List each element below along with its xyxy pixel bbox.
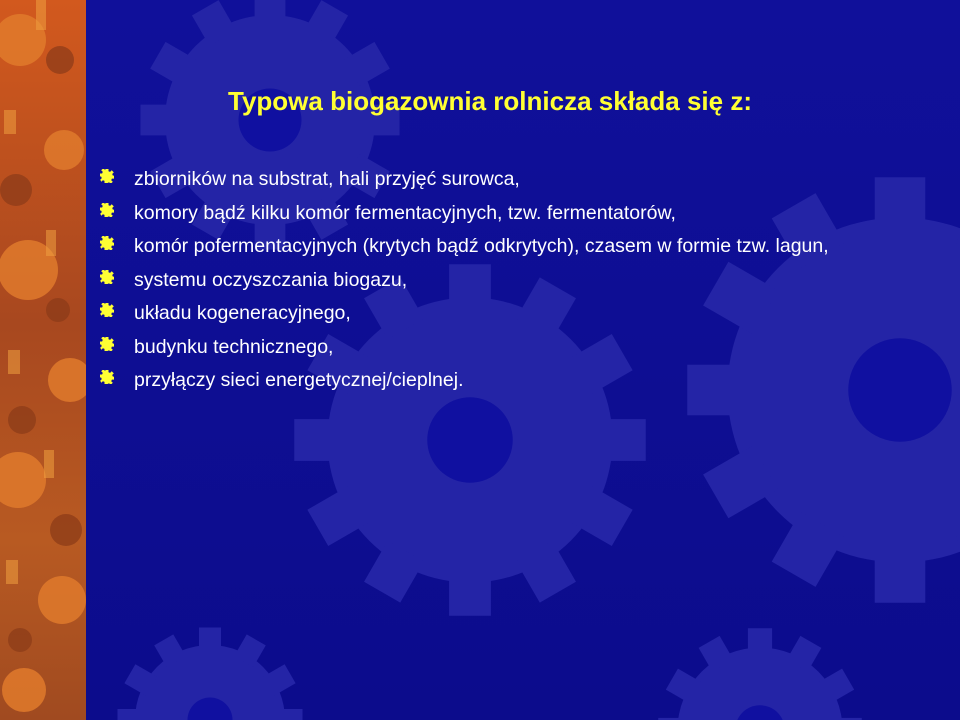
bullet-text: komór pofermentacyjnych (krytych bądź odkrytych), czasem w formie tzw. lagun,: [134, 235, 829, 257]
bullet-text: systemu oczyszczania biogazu,: [134, 268, 408, 291]
gear-bullet-icon: [100, 236, 114, 250]
list-item: [100, 298, 900, 328]
gear-icon: [118, 628, 303, 720]
list-item: [100, 231, 900, 261]
strip-gears: [0, 0, 86, 720]
slide-title: Typowa biogazownia rolnicza składa się z:: [228, 86, 752, 116]
gear-bullet-icon: [100, 303, 114, 317]
list-item: [100, 198, 900, 228]
list-item: [100, 332, 900, 362]
left-decorative-strip: [0, 0, 86, 720]
bullet-list: [100, 164, 900, 399]
gear-bullet-icon: [100, 270, 114, 284]
list-item: [100, 164, 900, 194]
gear-bullet-icon: [100, 169, 114, 183]
bullet-text: zbiorników na substrat, hali przyjęć surowca,: [134, 168, 520, 190]
list-item: [100, 265, 900, 295]
gear-bullet-icon: [100, 370, 114, 384]
bullet-text: układu kogeneracyjnego,: [134, 302, 351, 324]
bullet-text: komory bądź kilku komór fermentacyjnych, tzw. fermentatorów,: [134, 201, 676, 224]
list-item: [100, 365, 900, 395]
gear-bullet-icon: [100, 203, 114, 217]
bullet-text: budynku technicznego,: [134, 335, 334, 358]
gear-bullet-icon: [100, 337, 114, 351]
bullet-text: przyłączy sieci energetycznej/cieplnej.: [134, 369, 464, 391]
gear-icon: [658, 628, 862, 720]
